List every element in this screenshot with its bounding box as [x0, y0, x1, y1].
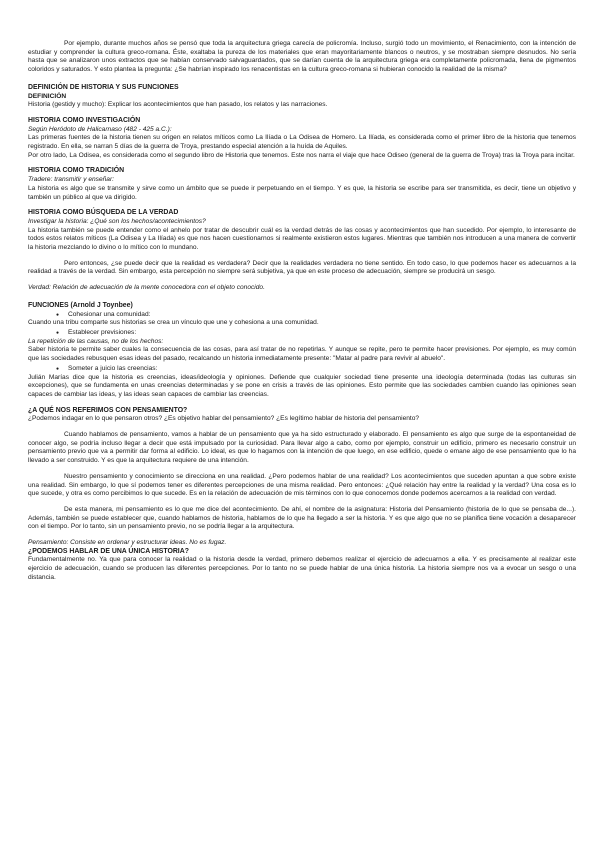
paragraph: Por otro lado, La Odisea, es considerada como el segundo libro de Historia que tenemos. Este nos narra el viaje que hace Odiseo (general de la guerra de Troya) tras la Troya para incitar. [28, 151, 575, 159]
paragraph: Historia (gestidy y mucho): Explicar los acontecimientos que han pasado, los relatos y las narraciones. [28, 101, 328, 109]
paragraph: Julián Marías dice que la historia es creencias, ideas/ideología y opiniones. Defiende que cualquier sociedad tiene presente una ideología determinada (todas las culturas sin excepciones), que se fundamenta en unas creencias determinadas y se pone en crisis a través de las opiniones. Esto permite que las sociedades cambien cuando las opiniones sean capaces de cambiar las ideas, y las ideas sean capaces de cambiar las creencias. [28, 373, 576, 398]
section-heading: FUNCIONES (Arnold J Toynbee) [28, 301, 133, 309]
section-tradicion [28, 167, 576, 202]
section-definicion [28, 84, 576, 110]
paragraph: Pero entonces, ¿se puede decir que la realidad es verdadera? Decir que la realidades verdadera no tiene sentido. En todo caso, lo que podemos hacer es adecuarnos a la realidad a través de la verdad. Sin embargo, esta percepción no siempre será subjetiva, ya que en este proceso de adecuación, siempre se producirá un sesgo. [28, 259, 576, 276]
paragraph: Fundamentalmente no. Ya que para conocer la realidad o la historia desde la verdad, primero debemos realizar el ejercicio de adecuarnos a ella. Y es precisamente al realizar este ejercicio de adecuación, cuando se producen las diferentes percepciones. Por lo tanto no se puede hablar de una única historia. La historia siempre nos va a evocar un sesgo o una distancia. [28, 556, 576, 581]
section-heading: HISTORIA COMO BÚSQUEDA DE LA VERDAD [28, 209, 179, 217]
section-heading: DEFINICIÓN DE HISTORIA Y SUS FUNCIONES [28, 83, 179, 91]
paragraph: Nuestro pensamiento y conocimiento se direcciona en una realidad. ¿Pero podemos hablar de una realidad? Los acontecimientos que suceden apuntan a que sobre existe una realidad. Sin embargo, lo que sí podemos tener es diferentes percepciones de una misma realidad. Pero entonces: ¿Qué relación hay entre la realidad y la verdad? Una cosa es lo que sucede, y otra es como percibimos lo que sucede. Es en la relación de adecuación de mis términos con lo que conocemos donde podemos acercarnos a la realidad con verdad. [28, 472, 576, 498]
section-heading: HISTORIA COMO INVESTIGACIÓN [28, 116, 141, 124]
paragraph: Cuando hablamos de pensamiento, vamos a hablar de un pensamiento que ya ha sido estructurado y elaborado. El pensamiento es algo que surge de la espontaneidad de conocer algo, se podría incluso llegar a decir que está impulsado por la curiosidad. Para llevar algo a cabo, como por ejemplo, construir un edificio, primero es necesario construir un pensamiento previo que va a permitir dar forma al edificio. Lo ideal, es que lo hagamos con la intención de que luego, en ese edificio, quede o emane algo de ese pensamiento que lo ha llevado a ser construido. Y es que la arquitectura requiere de una intención. [28, 431, 576, 465]
document-page [28, 40, 576, 590]
paragraph: Las primeras fuentes de la historia tienen su origen en relatos míticos como La Ilíada o La Odisea de Homero. La Ilíada, es considerada como el primer libro de la historia que tenemos registrado. En ella, se narran 5 días de la guerra de Troya, prestando especial atención a la huída de Aquiles. [28, 134, 576, 151]
paragraph: Saber historia te permite saber cuales la consecuencia de las cosas, para así tratar de no repetirlas. Y aunque se repite, pero te permite hacer previsiones. Por ejemplo, es muy común que las sociedades rebusquen esas ideas del pasado, recalcando un historia inmediatamente presente: "Matar al padre para revivir al abuelo". [28, 346, 576, 363]
section-heading: HISTORIA COMO TRADICIÓN [28, 167, 125, 175]
subheading: Investigar la historia: ¿Qué son los hechos/acontecimientos? [28, 217, 206, 225]
bullet-item: ● Cohesionar una comunidad: [68, 311, 576, 320]
section-heading: ¿PODEMOS HABLAR DE UNA ÚNICA HISTORIA? [28, 547, 189, 555]
section-heading: ¿A QUÉ NOS REFERIMOS CON PENSAMIENTO? [28, 406, 188, 414]
paragraph: La historia también se puede entender como el anhelo por tratar de descubrir cuál es la verdad detrás de las cosas y acontecimientos que han sucedido. Por ejemplo, lo interesante de todos estos relatos míticos (La Odisea y La Ilíada) es que nos hacen cuestionarnos si realmente existieron estos lugares. Mientras que también nos introducen a una manera de convertir la historia mezclando lo divino o lo mítico con lo mundano. [28, 226, 576, 252]
section-pensamiento [28, 407, 576, 548]
bullet-item: ● Someter a juicio las creencias: [68, 365, 576, 374]
section-funciones [28, 302, 576, 400]
paragraph: La historia es algo que se transmite y sirve como un ámbito que se puede ir perpetuando en el tiempo. Y es que, la historia se escribe para ser transmitida, es decir, tiene un objetivo y también un público al que va dirigido. [28, 184, 576, 201]
subheading: La repetición de las causas, no de los hechos: [28, 337, 164, 345]
section-investigacion [28, 117, 576, 161]
definition-quote: Verdad: Relación de adecuación de la mente conocedora con el objeto conocido. [28, 284, 265, 292]
section-unica [28, 548, 576, 583]
paragraph: Cuando una tribu comparte sus historias se crea un vínculo que une y cohesiona a una comunidad. [28, 319, 319, 327]
subheading: Según Heródoto de Halicarnaso (482 - 425 a.C.): [28, 125, 172, 133]
section-verdad [28, 209, 576, 293]
definition-quote: Pensamiento: Consiste en ordenar y estructurar ideas. No es fugaz. [28, 539, 227, 547]
paragraph: De esta manera, mi pensamiento es lo que me dice del acontecimiento. De ahí, el nombre de la asignatura: Historia del Pensamiento (historia de lo que se pensaba de...). Además, también se puede establecer que, cuando hablamos de historia, hablamos de lo que ha llegado a ser la historia. Y es que algo que no se planifica tiene vocación a desaparecer con el tiempo. Por lo tanto, sin un pensamiento previo, no se podría llegar a la arquitectura. [28, 505, 576, 531]
subheading: DEFINICIÓN [28, 92, 67, 100]
bullet-item: ● Establecer previsiones: [68, 329, 576, 338]
intro-paragraph: Por ejemplo, durante muchos años se pensó que toda la arquitectura griega carecía de policromía. Incluso, surgió todo un movimiento, el Renacimiento, con la intención de estudiar y comprender la cultura greco-romana. Éste, exaltaba la pureza de los materiales que eran mayoritariamente blancos o neutros, y se mostraban siempre desnudos. No sería hasta que se analizaron unos extractos que se habían conservado salvaguardados, que se darían cuenta de la arquitectura griega era completamente policromada, llena de pigmentos coloridos y saturados. Y esto plantea la pregunta: ¿Se habrían inspirado los renacentistas en la cultura greco-romana si hubieran conocido la realidad de la misma? [28, 40, 576, 74]
subheading: Tradere: transmitir y enseñar: [28, 176, 114, 184]
paragraph: ¿Podemos indagar en lo que pensaron otros? ¿Es objetivo hablar del pensamiento? ¿Es legítimo hablar de historia del pensamiento? [28, 415, 420, 423]
